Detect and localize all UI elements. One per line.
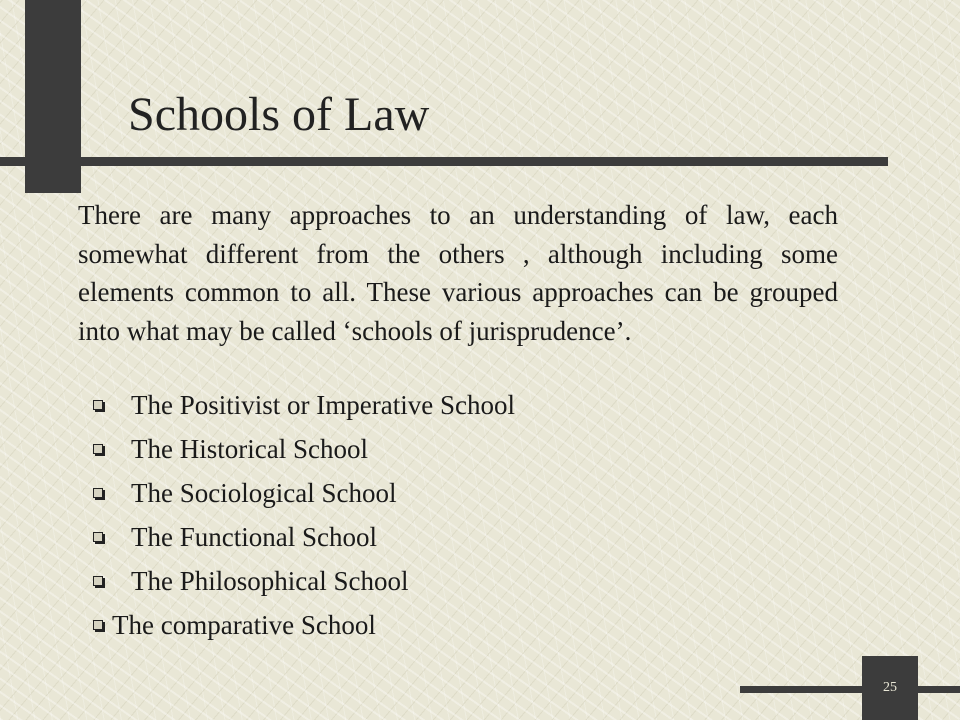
- footer-bar: [740, 686, 960, 693]
- list-item-label: The Positivist or Imperative School: [131, 390, 515, 420]
- list-item-label: The Philosophical School: [131, 566, 409, 596]
- page-number: 25: [862, 656, 918, 720]
- square-bullet-icon: [93, 488, 103, 498]
- slide-title: Schools of Law: [128, 88, 430, 141]
- square-bullet-icon: [93, 444, 103, 454]
- list-item: [93, 561, 408, 601]
- square-bullet-icon: [93, 620, 103, 630]
- list-item: [93, 605, 376, 645]
- list-item-label: The comparative School: [112, 610, 376, 640]
- list-item: [93, 429, 368, 469]
- square-bullet-icon: [93, 400, 103, 410]
- list-item: [93, 517, 377, 557]
- list-item: [93, 385, 515, 425]
- list-item-label: The Sociological School: [131, 478, 397, 508]
- list-item-label: The Functional School: [131, 522, 377, 552]
- square-bullet-icon: [93, 576, 103, 586]
- title-underline-bar: [0, 157, 888, 166]
- intro-paragraph: There are many approaches to an understanding of law, each somewhat different from the others , although including some elements common to all. These various approaches can be grouped into what may be called ‘schools of jurisprudence’.: [78, 200, 838, 346]
- list-item-label: The Historical School: [131, 434, 368, 464]
- square-bullet-icon: [93, 532, 103, 542]
- list-item: [93, 473, 396, 513]
